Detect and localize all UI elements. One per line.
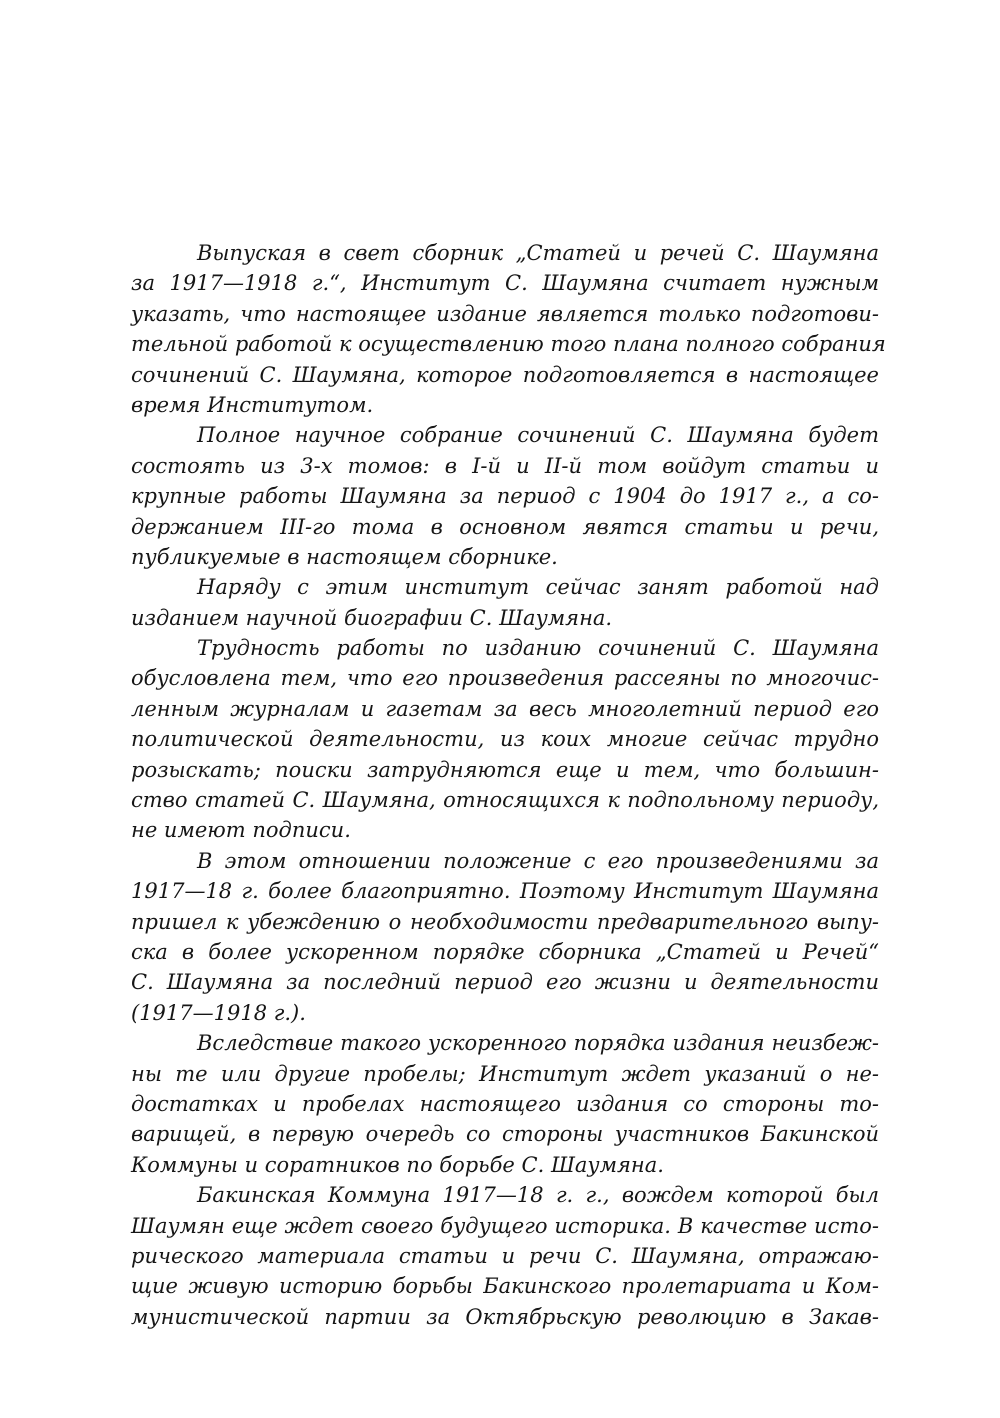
text-line: держанием III-го тома в основном явятся статьи и речи, <box>131 514 879 539</box>
paragraph <box>131 420 879 572</box>
paragraph <box>131 633 879 846</box>
text-line: достатках и пробелах настоящего издания со стороны то- <box>131 1091 879 1116</box>
paragraph <box>131 1028 879 1180</box>
text-line: указать, что настоящее издание является только подготови- <box>131 301 879 326</box>
paragraph <box>131 572 879 633</box>
text-line: В этом отношении положение с его произведениями за <box>197 848 879 873</box>
text-line: крупные работы Шаумяна за период с 1904 до 1917 г., а со- <box>131 484 879 509</box>
text-line: Выпуская в свет сборник „Статей и речей С. Шаумяна <box>197 241 879 265</box>
text-line: состоять из 3-х томов: в I-й и II-й том войдут статьи и <box>131 453 879 478</box>
text-line: С. Шаумяна за последний период его жизни и деятельности <box>131 970 879 995</box>
text-line: ны те или другие пробелы; Институт ждет указаний о не- <box>131 1061 879 1086</box>
text-line: публикуемые в настоящем сборнике. <box>131 544 558 569</box>
text-line: варищей, в первую очередь со стороны участников Бакинской <box>131 1122 879 1147</box>
paragraph <box>131 238 886 420</box>
text-line: Вследствие такого ускоренного порядка издания неизбеж- <box>197 1031 879 1056</box>
text-line: (1917—1918 г.). <box>131 1000 306 1025</box>
text-line: политической деятельности, из коих многие сейчас трудно <box>131 727 879 752</box>
text-line: щие живую историю борьбы Бакинского пролетариата и Ком- <box>131 1274 879 1299</box>
paragraph <box>131 846 879 1028</box>
text-line: 1917—18 г. более благоприятно. Поэтому Институт Шаумяна <box>131 879 879 904</box>
text-line: Коммуны и соратников по борьбе С. Шаумяна. <box>131 1152 664 1177</box>
text-line: Полное научное собрание сочинений С. Шаумяна будет <box>197 423 879 448</box>
text-line: за 1917—1918 г.“, Институт С. Шаумяна считает нужным <box>131 271 879 296</box>
text-line: мунистической партии за Октябрьскую революцию в Закав- <box>131 1304 879 1329</box>
text-line: розыскать; поиски затрудняются еще и тем, что большин- <box>131 757 879 782</box>
paragraph <box>131 1180 879 1332</box>
text-line: не имеют подписи. <box>131 818 351 843</box>
text-line: сочинений С. Шаумяна, которое подготовляется в настоящее <box>131 362 879 387</box>
text-line: рического материала статьи и речи С. Шаумяна, отражаю- <box>131 1243 879 1268</box>
text-line: ска в более ускоренном порядке сборника „Статей и Речей“ <box>131 939 879 964</box>
text-line: тельной работой к осуществлению того плана полного собрания <box>131 332 886 357</box>
text-line: изданием научной биографии С. Шаумяна. <box>131 605 613 630</box>
text-line: обусловлена тем, что его произведения рассеяны по многочис- <box>131 666 879 691</box>
text-line: ленным журналам и газетам за весь многолетний период его <box>131 696 879 721</box>
text-line: Шаумян еще ждет своего будущего историка. В качестве исто- <box>131 1213 879 1238</box>
text-line: ство статей С. Шаумяна, относящихся к подпольному периоду, <box>131 788 879 813</box>
text-line: Трудность работы по изданию сочинений С. Шаумяна <box>197 636 879 661</box>
text-line: пришел к убеждению о необходимости предварительного выпу- <box>131 909 879 934</box>
text-line: Наряду с этим институт сейчас занят работой над <box>197 575 879 600</box>
text-line: Бакинская Коммуна 1917—18 г. г., вождем которой был <box>197 1183 879 1208</box>
text-line: время Институтом. <box>131 392 374 417</box>
body-text <box>131 238 886 1332</box>
